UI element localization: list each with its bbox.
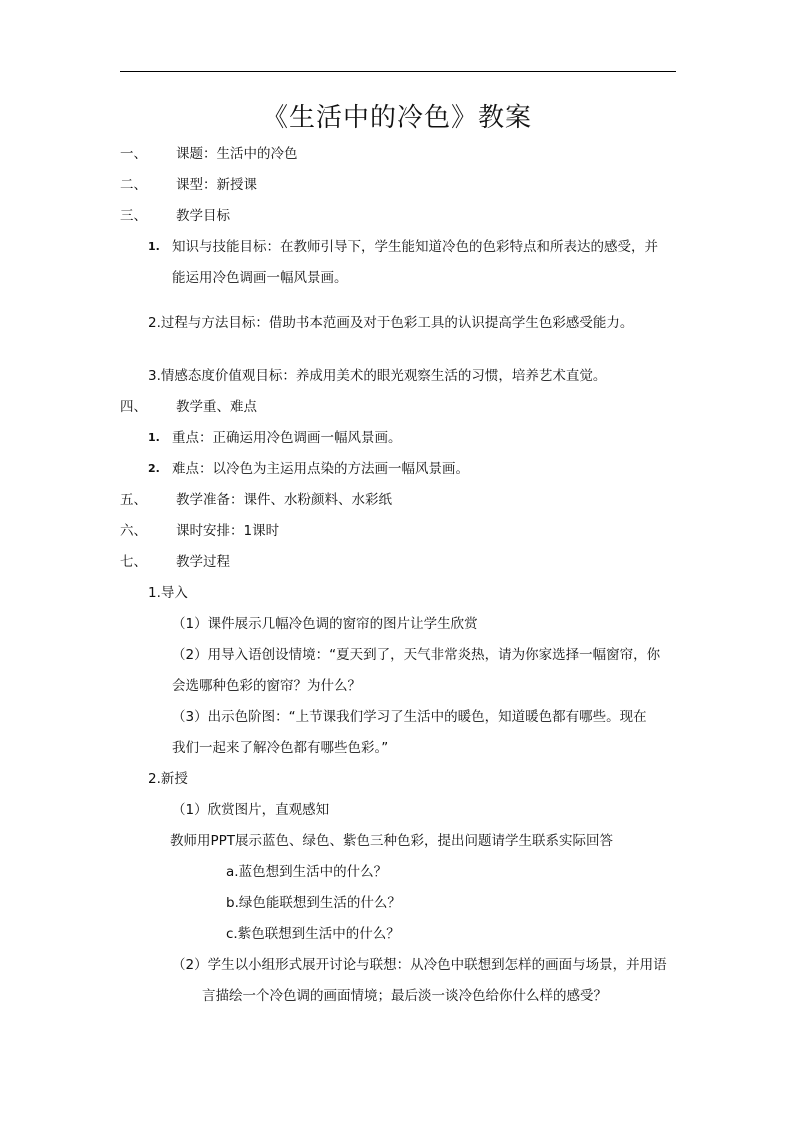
section-text: 课型：新授课	[176, 177, 257, 193]
section-text: 教学准备：课件、水粉颜料、水彩纸	[176, 492, 392, 508]
objective-text: 知识与技能目标：在教师引导下，学生能知道冷色的色彩特点和所表达的感受，并	[172, 239, 658, 255]
section-number: 七、	[120, 554, 147, 570]
key-point-number: 1.	[148, 431, 160, 444]
process-item: 言描绘一个冷色调的画面情境；最后淡一谈冷色给你什么样的感受？	[202, 988, 607, 1004]
section-number: 五、	[120, 492, 147, 508]
question-item: b.绿色能联想到生活的什么？	[226, 895, 401, 911]
process-item: （1）欣赏图片，直观感知	[172, 802, 330, 818]
section-text: 课时安排：1课时	[176, 523, 280, 539]
objective-text: 能运用冷色调画一幅风景画。	[172, 270, 348, 286]
question-item: c.紫色联想到生活中的什么？	[226, 926, 400, 942]
section-number: 六、	[120, 523, 147, 539]
section-number: 四、	[120, 399, 147, 415]
section-text: 教学过程	[176, 554, 230, 570]
process-item: 我们一起来了解冷色都有哪些色彩。”	[172, 740, 389, 756]
process-item: 会选哪种色彩的窗帘？为什么？	[172, 678, 361, 694]
question-item: a.蓝色想到生活中的什么？	[226, 864, 388, 880]
section-number: 三、	[120, 208, 147, 224]
objective-text: 2.过程与方法目标：借助书本范画及对于色彩工具的认识提高学生色彩感受能力。	[148, 315, 634, 331]
section-number: 二、	[120, 177, 147, 193]
process-heading: 1.导入	[148, 585, 188, 601]
header-rule	[120, 71, 676, 72]
objective-number: 1.	[148, 240, 160, 253]
document-title: 《生活中的冷色》教案	[261, 103, 532, 133]
objective-text: 3.情感态度价值观目标：养成用美术的眼光观察生活的习惯，培养艺术直觉。	[148, 368, 607, 384]
process-item: 教师用PPT展示蓝色、绿色、紫色三种色彩，提出问题请学生联系实际回答	[170, 833, 614, 849]
process-item: （2）学生以小组形式展开讨论与联想：从冷色中联想到怎样的画面与场景，并用语	[172, 957, 667, 973]
section-number: 一、	[120, 146, 147, 162]
section-text: 教学目标	[176, 208, 230, 224]
key-point-text: 难点：以冷色为主运用点染的方法画一幅风景画。	[172, 461, 469, 477]
process-item: （1）课件展示几幅冷色调的窗帘的图片让学生欣赏	[172, 616, 478, 632]
process-item: （3）出示色阶图：“上节课我们学习了生活中的暖色，知道暖色都有哪些。现在	[172, 709, 647, 725]
section-text: 教学重、难点	[176, 399, 257, 415]
key-point-number: 2.	[148, 462, 160, 475]
process-item: （2）用导入语创设情境：“夏天到了，天气非常炎热，请为你家选择一幅窗帘，你	[172, 647, 661, 663]
process-heading: 2.新授	[148, 771, 188, 787]
key-point-text: 重点：正确运用冷色调画一幅风景画。	[172, 430, 402, 446]
section-text: 课题：生活中的冷色	[176, 146, 298, 162]
